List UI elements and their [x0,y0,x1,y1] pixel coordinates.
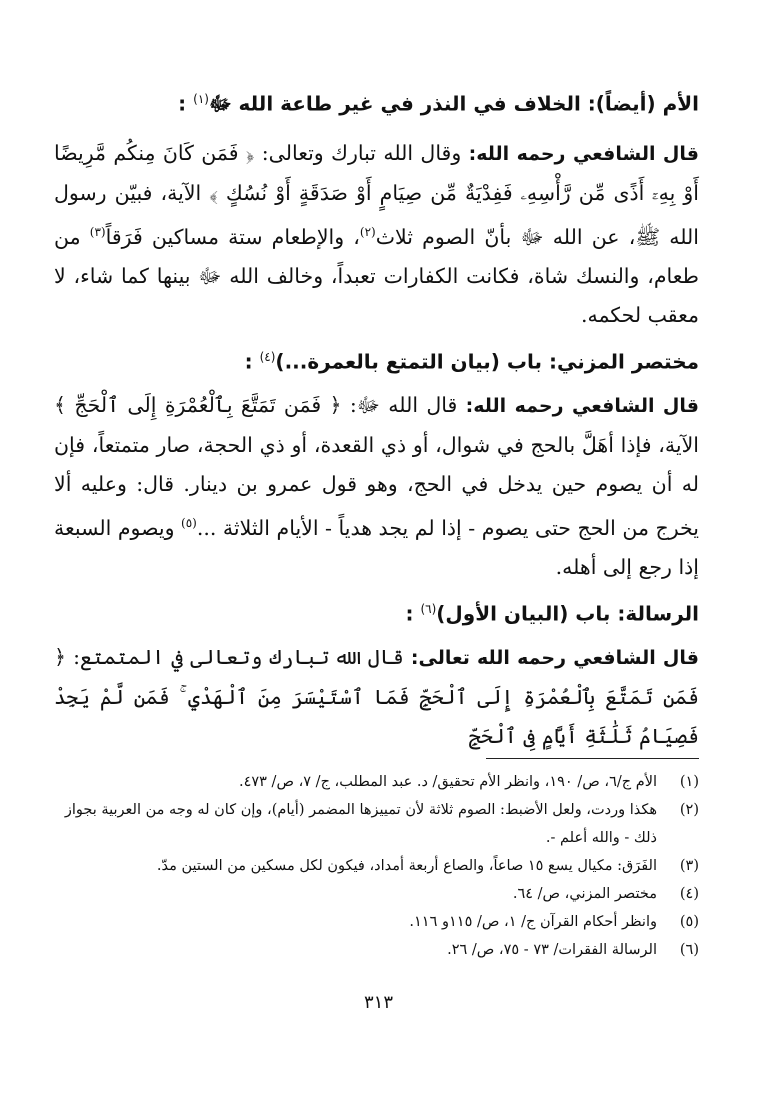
paragraph-1-lead: قال الشافعي رحمه الله: [468,143,699,165]
footnote-ref-6: (٦) [420,602,437,616]
footnote-item: (٣) الفَرَق: مكيال يسع ١٥ صاعاً، والصاع أربعة أمداد، فيكون لكل مسكين من الستين مدّ. [156,858,699,874]
footnote-ref-1: (١) [193,92,209,106]
footnote-divider [486,758,699,759]
footnote-item: (٤) مختصر المزني، ص/ ٦٤. [512,886,699,902]
paragraph-3: قال الشافعي رحمه الله تعالى: قال الله تبارك وتعالى في المتمتع: ﴿ فَمَن تَمَتَّعَ بِٱلْعُمْرَةِ إِلَى ٱلْحَجِّ فَمَا ٱسْتَيْسَرَ مِنَ ٱلْهَدْيِ ۚ فَمَن لَّمْ يَجِدْ فَصِيَامُ ثَلَٰثَةِ أَيَّامٍ فِى ٱلْحَجِّ [54,645,699,748]
paragraph-2-lead: قال الشافعي رحمه الله: [465,395,699,417]
footnote-ref-5: (٥) [181,516,197,530]
paragraph-1: قال الشافعي رحمه الله: وقال الله تبارك وتعالى: ﴿ فَمَن كَانَ مِنكُم مَّرِيضًا أَوْ بِهِۦٓ أَذًى مِّن رَّأْسِهِۦ فَفِدْيَةٌ مِّن صِيَامٍ أَوْ صَدَقَةٍ أَوْ نُسُكٍ ﴾ الآية، فبيّن رسول الله ﷺ، عن الله ﷻ بأنّ الصوم ثلاث$^{(٢)}$، والإطعام ستة مساكين فَرَقاً$^{(٣)}$ من طعام، والنسك شاة، فكانت الكفارات تعبداً، وخالف الله ﷻ بينها كما شاء، لا معقب لحكمه. [54,141,699,327]
section-heading-1: الأم (أيضاً): الخلاف في النذر في غير طاعة الله ﷻ$^{(١)}$ : [178,91,699,116]
footnotes [54,768,699,964]
footnote-ref-3: (٣) [89,225,106,239]
paragraph-2: قال الشافعي رحمه الله: قال الله ﷻ: ﴿ فَمَن تَمَتَّعَ بِٱلْعُمْرَةِ إِلَى ٱلْحَجِّ ﴾ الآية، فإذا أهَلَّ بالحج في شوال، أو ذي القعدة، أو ذي الحجة، صار متمتعاً، فإن له أن يصوم حين يدخل في الحج، وهو قول عمرو بن دينار. قال: وعليه ألا يخرج من الحج حتى يصوم - إذا لم يجد هدياً - الأيام الثلاثة ...$^{(٥)}$ ويصوم السبعة إذا رجع إلى أهله. [54,393,699,579]
footnote-ref-2: (٢) [359,225,376,239]
section-heading-3: الرسالة: باب (البيان الأول)$^{(٦)}$ : [405,601,699,626]
paragraph-3-lead: قال الشافعي رحمه الله تعالى: [410,647,699,669]
footnote-item: (٢) هكذا وردت، ولعل الأضبط: الصوم ثلاثة لأن تمييزها المضمر (أيام)، وإن كان له وجه من العربية بجواز ذلك - والله أعلم -. [64,802,699,846]
footnote-item: (٦) الرسالة الفقرات/ ٧٣ - ٧٥، ص/ ٢٦. [447,942,699,958]
footnote-ref-4: (٤) [259,350,276,364]
section-heading-2: مختصر المزني: باب (بيان التمتع بالعمرة...)$^{(٤)}$ : [244,349,699,374]
footnote-item: (٥) وانظر أحكام القرآن ج/ ١، ص/ ١١٥و ١١٦. [409,914,699,930]
footnote-item: (١) الأم ج/٦، ص/ ١٩٠، وانظر الأم تحقيق/ د. عبد المطلب، ج/ ٧، ص/ ٤٧٣. [238,774,699,790]
page-number: ٣١٣ [363,992,393,1013]
